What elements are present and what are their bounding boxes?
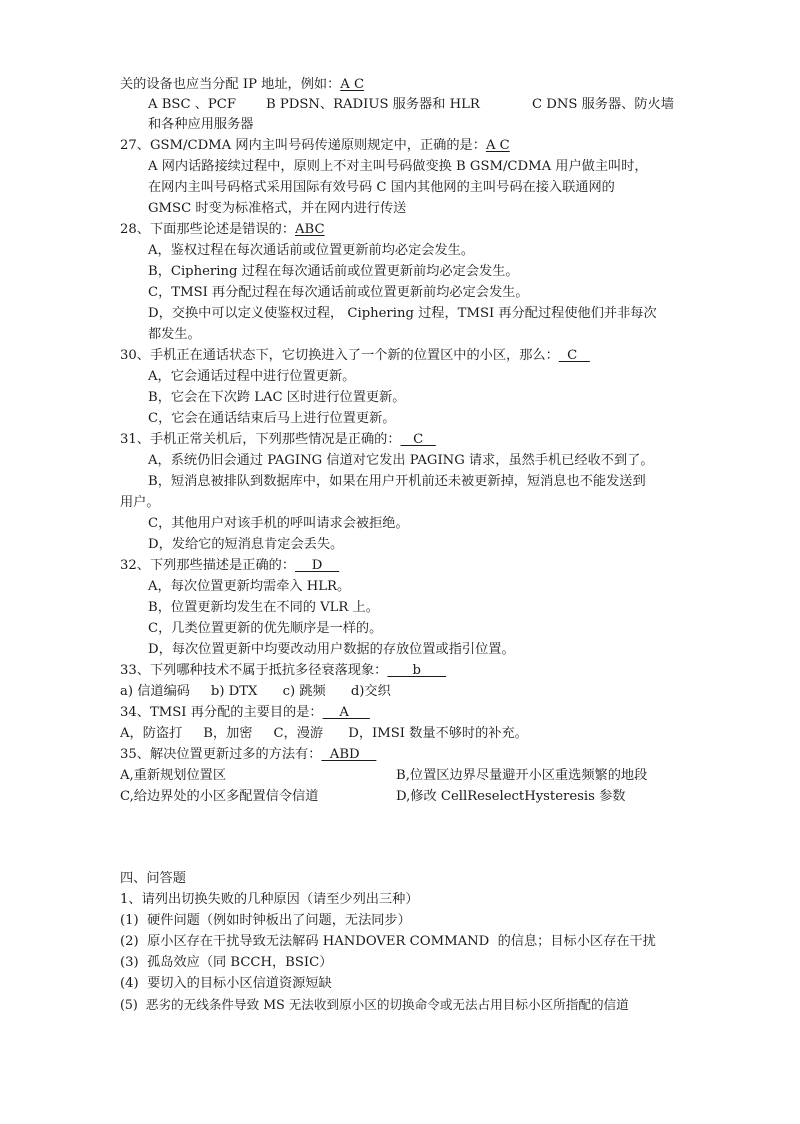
- q35-option-d: D,修改 CellReselectHysteresis 参数: [396, 789, 626, 804]
- q31-option-d: D，发给它的短消息肯定会丢失。: [148, 537, 344, 552]
- q33-answer: b: [387, 663, 447, 678]
- q35-option-b: B,位置区边界尽量避开小区重选频繁的地段: [396, 768, 648, 783]
- q32-option-a: A，每次位置更新均需牵入 HLR。: [148, 579, 351, 594]
- q28-stem: 28、下面那些论述是错误的：: [120, 222, 296, 237]
- q27-answer: A C: [485, 138, 510, 153]
- q31-answer: C: [400, 432, 436, 447]
- answer-item-3: (3) 孤岛效应（同 BCCH，BSIC）: [120, 955, 333, 970]
- q26-option-b: B PDSN、RADIUS 服务器和 HLR: [266, 97, 480, 112]
- q31-option-a: A，系统仍旧会通过 PAGING 信道对它发出 PAGING 请求，虽然手机已经收不到了。: [148, 453, 654, 468]
- q33-stem: 33、下列哪种技术不属于抵抗多径衰落现象：: [120, 663, 388, 678]
- q31-stem: 31、手机正常关机后，下列那些情况是正确的：: [120, 432, 401, 447]
- q35-options-row-1: [120, 767, 648, 785]
- answer-item-2: (2) 原小区存在干扰导致无法解码 HANDOVER COMMAND 的信息；目标小区存在干扰: [120, 934, 656, 949]
- q32-option-b: B，位置更新均发生在不同的 VLR 上。: [148, 600, 379, 615]
- q32-stem-line: [120, 557, 339, 575]
- q33-options: a) 信道编码 b) DTX c) 跳频 d)交织: [120, 684, 391, 699]
- q32-stem: 32、下列那些描述是正确的：: [120, 558, 296, 573]
- q31-stem-line: [120, 431, 436, 449]
- section-4-question-1: 1、请列出切换失败的几种原因（请至少列出三种）: [120, 892, 419, 907]
- q26-stem: 关的设备也应当分配 IP 地址，例如：: [120, 77, 341, 92]
- q26-stem-line: [120, 76, 364, 94]
- q28-option-a: A，鉴权过程在每次通话前或位置更新前均必定会发生。: [148, 243, 475, 258]
- q35-option-c: C,给边界处的小区多配置信令信道: [120, 789, 319, 804]
- q27-options-line-3: GMSC 时变为标准格式，并在网内进行传送: [148, 201, 407, 216]
- q35-option-a: A,重新规划位置区: [120, 768, 227, 783]
- q34-stem: 34、TMSI 再分配的主要目的是：: [120, 705, 323, 720]
- q31-option-c: C，其他用户对该手机的呼叫请求会被拒绝。: [148, 516, 409, 531]
- answer-item-5: (5) 恶劣的无线条件导致 MS 无法收到原小区的切换命令或无法占用目标小区所指配的信道: [120, 997, 629, 1012]
- q30-answer: C: [558, 348, 590, 363]
- q30-option-a: A，它会通话过程中进行位置更新。: [148, 369, 356, 384]
- q35-stem: 35、解决位置更新过多的方法有：: [120, 747, 322, 762]
- q27-stem-line: [120, 137, 510, 155]
- q32-option-d: D，每次位置更新中均要改动用户数据的存放位置或指引位置。: [148, 642, 515, 657]
- q30-option-c: C，它会在通话结束后马上进行位置更新。: [148, 411, 396, 426]
- q31-option-b: B，短消息被排队到数据库中，如果在用户开机前还未被更新掉，短消息也不能发送到: [148, 474, 646, 489]
- q31-option-b-cont: 用户。: [120, 495, 160, 510]
- q28-stem-line: [120, 221, 325, 239]
- q26-options-line: [148, 96, 674, 114]
- q28-option-d: D，交换中可以定义使鉴权过程， Ciphering 过程，TMSI 再分配过程使他们并非每次: [148, 306, 657, 321]
- q35-answer: ABD: [321, 747, 377, 762]
- q34-answer: A: [322, 705, 370, 720]
- q27-options-line-1: A 网内话路接续过程中，原则上不对主叫号码做变换 B GSM/CDMA 用户做主叫时，: [148, 159, 648, 174]
- q26-answer: A C: [340, 77, 365, 92]
- q26-option-c: C DNS 服务器、防火墙: [532, 97, 674, 112]
- q27-options-line-2: 在网内主叫号码格式采用国际有效号码 C 国内其他网的主叫号码在接入联通网的: [148, 180, 615, 195]
- q34-stem-line: [120, 704, 370, 722]
- q30-option-b: B，它会在下次跨 LAC 区时进行位置更新。: [148, 390, 406, 405]
- q35-stem-line: [120, 746, 376, 764]
- section-4-title: 四、问答题: [120, 871, 186, 886]
- q30-stem: 30、手机正在通话状态下，它切换进入了一个新的位置区中的小区，那么：: [120, 348, 559, 363]
- answer-item-4: (4) 要切入的目标小区信道资源短缺: [120, 976, 332, 991]
- q28-answer: ABC: [295, 222, 325, 237]
- q32-option-c: C，几类位置更新的优先顺序是一样的。: [148, 621, 383, 636]
- q26-option-c-cont: 和各种应用服务器: [148, 117, 254, 132]
- q30-stem-line: [120, 347, 590, 365]
- q28-option-c: C，TMSI 再分配过程在每次通话前或位置更新前均必定会发生。: [148, 285, 529, 300]
- answer-item-1: (1) 硬件问题（例如时钟板出了问题，无法同步）: [120, 913, 411, 928]
- q26-option-a: A BSC 、PCF: [148, 97, 237, 112]
- q28-option-b: B，Ciphering 过程在每次通话前或位置更新前均必定会发生。: [148, 264, 519, 279]
- q33-stem-line: [120, 662, 446, 680]
- q32-answer: D: [295, 558, 340, 573]
- q35-options-row-2: [120, 788, 626, 806]
- q34-options: A，防盗打 B，加密 C，漫游 D，IMSI 数量不够时的补充。: [120, 726, 528, 741]
- q27-stem: 27、GSM/CDMA 网内主叫号码传递原则规定中，正确的是：: [120, 138, 486, 153]
- q28-option-d-cont: 都发生。: [148, 327, 201, 342]
